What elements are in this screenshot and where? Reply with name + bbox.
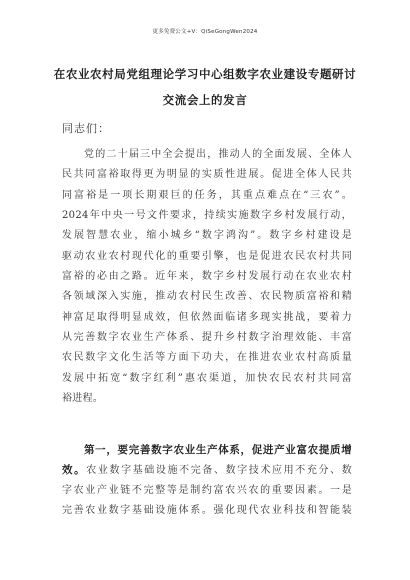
paragraph-text: 农业数字基础设施不完备、数字技术应用不充分、数 xyxy=(86,465,352,477)
section-heading-tail: 效。 xyxy=(62,464,87,477)
paragraph-line: 字农业产业链不完整等是制约富农兴农的重要因素。一是 xyxy=(62,484,352,496)
paragraph-line: 各领域深入实施，推动农村民生改善、农民物质富裕和精 xyxy=(62,291,352,303)
paragraph-line: 裕进程。 xyxy=(62,393,104,405)
document-title-line-2: 交流会上的发言 xyxy=(162,93,248,107)
document-title-line-1: 在农业农村局党组理论学习中心组数字农业建设专题研讨 xyxy=(53,67,357,81)
paragraph-line: 2024年中央一号文件要求，持续实施数字乡村发展行动， xyxy=(62,210,352,222)
paragraph-line xyxy=(62,460,352,480)
paragraph-line: 民共同富裕取得更为明显的实质性进展。促进全体人民共 xyxy=(62,169,352,181)
paragraph-line: 发展智慧农业，缩小城乡“数字鸿沟”。数字乡村建设是 xyxy=(62,230,352,242)
paragraph-line: 从完善数字农业生产体系、提升乡村数字治理效能、丰富 xyxy=(62,332,352,344)
paragraph-line: 富裕的必由之路。近年来，数字乡村发展行动在农业农村 xyxy=(62,271,352,283)
paragraph-line: 驱动农业农村现代化的重要引擎，也是促进农民农村共同 xyxy=(62,250,352,262)
header-note: 更多免费公文+V：QiSeGongWen2024 xyxy=(152,29,258,35)
salutation: 同志们： xyxy=(62,122,110,135)
paragraph-line: 发展中拓宽“数字红利”惠农渠道，加快农民农村共同富 xyxy=(62,372,352,384)
paragraph-line: 神富足取得明显成效，但依然面临诸多现实挑战，要着力 xyxy=(62,311,352,323)
paragraph-line: 完善农业数字基础设施体系。强化现代农业科技和智能装 xyxy=(62,505,352,517)
paragraph-line: 党的二十届三中全会提出，推动人的全面发展、全体人 xyxy=(84,149,352,160)
paragraph-line: 同富裕是一项长期艰巨的任务，其重点难点在“三农”。 xyxy=(62,189,352,201)
paragraph-1 xyxy=(62,145,352,409)
section-heading: 第一，要完善数字农业生产体系，促进产业富农提质增 xyxy=(84,444,352,456)
paragraph-line: 农民数字文化生活等方面下功夫，在推进农业农村高质量 xyxy=(62,352,352,364)
section-1 xyxy=(62,440,352,521)
